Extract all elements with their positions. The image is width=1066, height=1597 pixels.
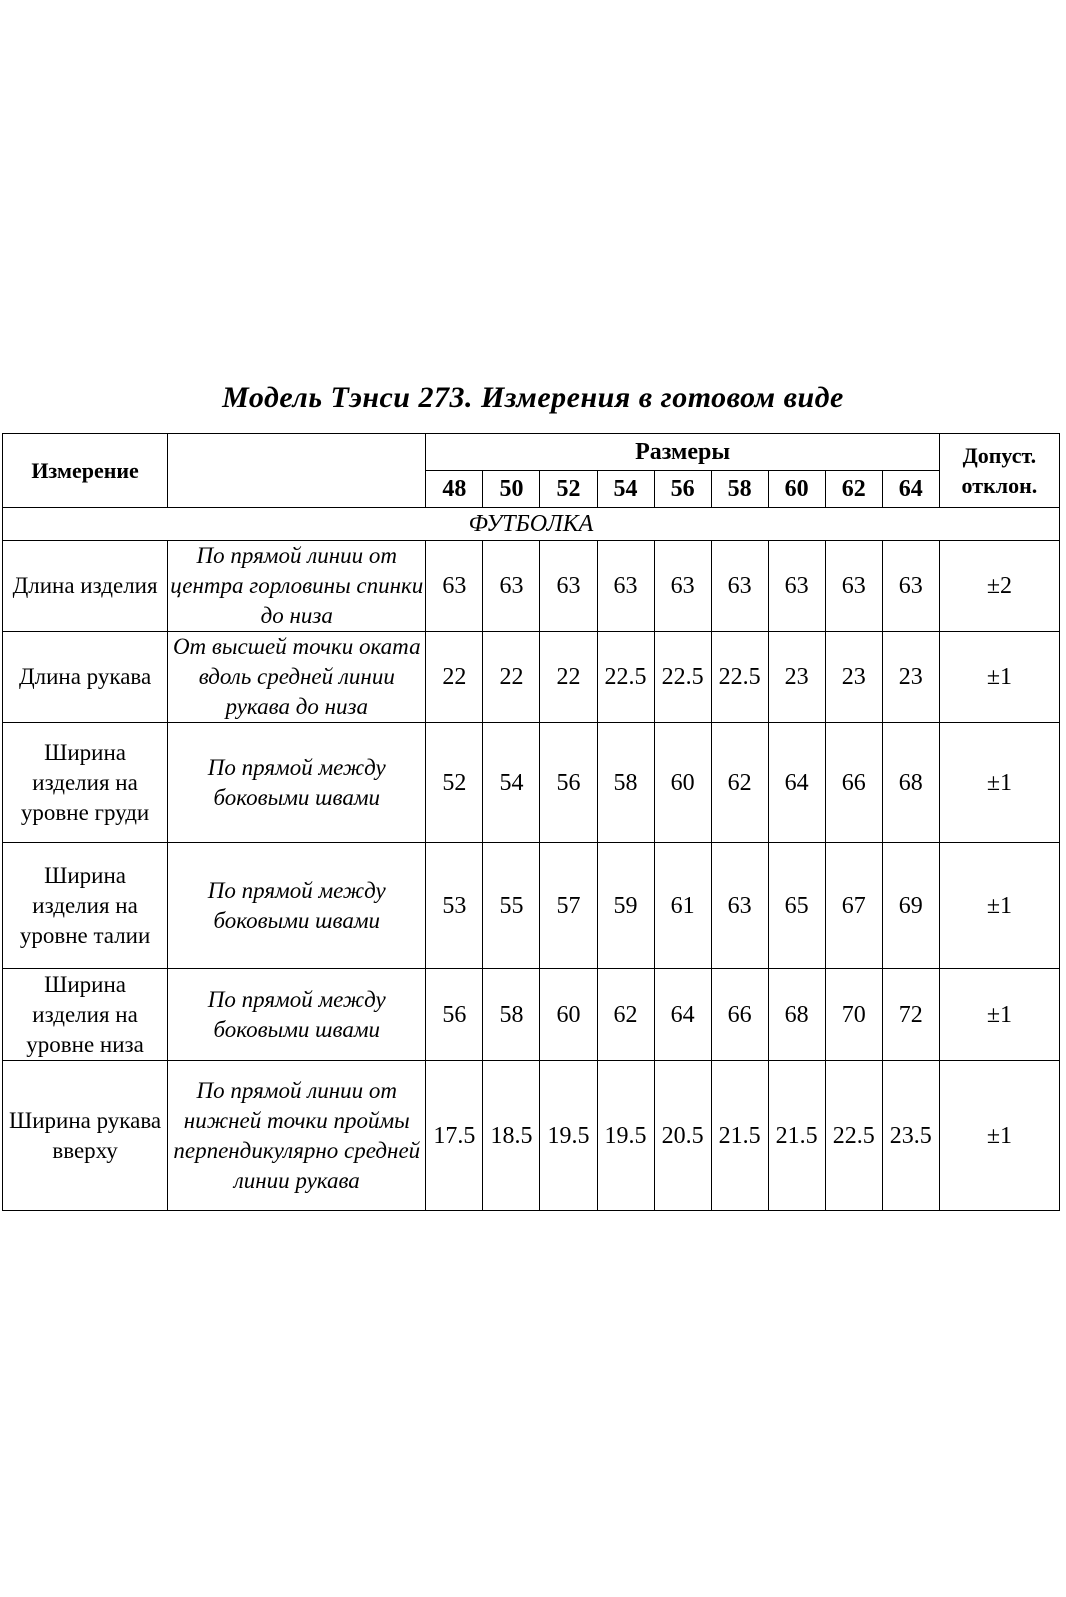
- size-header: 56: [654, 471, 711, 508]
- size-value: 52: [426, 723, 483, 843]
- size-value: 66: [825, 723, 882, 843]
- size-value: 56: [426, 969, 483, 1061]
- row-description: По прямой между боковыми швами: [168, 843, 426, 969]
- table-row: [3, 969, 1060, 1061]
- size-value: 64: [654, 969, 711, 1061]
- size-value: 21.5: [768, 1061, 825, 1211]
- table-row: [3, 723, 1060, 843]
- size-value: 58: [483, 969, 540, 1061]
- size-value: 56: [540, 723, 597, 843]
- page-title: Модель Тэнси 273. Измерения в готовом виде: [222, 381, 844, 414]
- tolerance-value: ±2: [939, 541, 1059, 632]
- row-name: Длина рукава: [3, 632, 168, 723]
- size-value: 63: [711, 843, 768, 969]
- size-value: 63: [483, 541, 540, 632]
- size-header: 50: [483, 471, 540, 508]
- size-value: 61: [654, 843, 711, 969]
- size-header: 58: [711, 471, 768, 508]
- row-description: От высшей точки оката вдоль средней линии рукава до низа: [168, 632, 426, 723]
- row-name: Длина изделия: [3, 541, 168, 632]
- size-value: 63: [654, 541, 711, 632]
- tolerance-value: ±1: [939, 969, 1059, 1061]
- size-value: 68: [882, 723, 939, 843]
- row-name: Ширина рукава вверху: [3, 1061, 168, 1211]
- size-header: 60: [768, 471, 825, 508]
- size-value: 22.5: [597, 632, 654, 723]
- size-value: 54: [483, 723, 540, 843]
- size-header: 52: [540, 471, 597, 508]
- section-title: ФУТБОЛКА: [3, 508, 1060, 541]
- row-name: Ширина изделия на уровне груди: [3, 723, 168, 843]
- header-sizes: Размеры: [426, 434, 939, 471]
- size-value: 57: [540, 843, 597, 969]
- section-row: [3, 508, 1060, 541]
- size-value: 17.5: [426, 1061, 483, 1211]
- row-name: Ширина изделия на уровне низа: [3, 969, 168, 1061]
- size-header: 54: [597, 471, 654, 508]
- size-value: 63: [768, 541, 825, 632]
- size-value: 22.5: [825, 1061, 882, 1211]
- size-value: 66: [711, 969, 768, 1061]
- size-value: 23.5: [882, 1061, 939, 1211]
- size-value: 63: [882, 541, 939, 632]
- row-description: По прямой линии от центра горловины спинки до низа: [168, 541, 426, 632]
- size-value: 22: [540, 632, 597, 723]
- size-value: 60: [540, 969, 597, 1061]
- size-value: 22: [483, 632, 540, 723]
- size-value: 18.5: [483, 1061, 540, 1211]
- size-value: 62: [711, 723, 768, 843]
- size-value: 23: [882, 632, 939, 723]
- tolerance-value: ±1: [939, 632, 1059, 723]
- size-value: 22.5: [654, 632, 711, 723]
- table-row: [3, 541, 1060, 632]
- size-value: 65: [768, 843, 825, 969]
- header-measurement: Измерение: [3, 434, 168, 508]
- table-row: [3, 632, 1060, 723]
- size-value: 55: [483, 843, 540, 969]
- size-value: 58: [597, 723, 654, 843]
- table-row: [3, 1061, 1060, 1211]
- size-value: 69: [882, 843, 939, 969]
- table-row: [3, 843, 1060, 969]
- row-description: По прямой между боковыми швами: [168, 969, 426, 1061]
- row-name: Ширина изделия на уровне талии: [3, 843, 168, 969]
- size-value: 19.5: [597, 1061, 654, 1211]
- size-value: 68: [768, 969, 825, 1061]
- size-value: 63: [426, 541, 483, 632]
- row-description: По прямой между боковыми швами: [168, 723, 426, 843]
- size-value: 67: [825, 843, 882, 969]
- size-value: 63: [540, 541, 597, 632]
- size-value: 63: [825, 541, 882, 632]
- size-header: 64: [882, 471, 939, 508]
- header-description: [168, 434, 426, 508]
- size-value: 21.5: [711, 1061, 768, 1211]
- size-value: 23: [825, 632, 882, 723]
- tolerance-value: ±1: [939, 723, 1059, 843]
- size-header: 48: [426, 471, 483, 508]
- size-value: 62: [597, 969, 654, 1061]
- size-value: 59: [597, 843, 654, 969]
- size-header: 62: [825, 471, 882, 508]
- size-value: 72: [882, 969, 939, 1061]
- size-chart-table: [2, 433, 1060, 1211]
- row-description: По прямой линии от нижней точки проймы перпендикулярно средней линии рукава: [168, 1061, 426, 1211]
- size-value: 22.5: [711, 632, 768, 723]
- size-value: 70: [825, 969, 882, 1061]
- size-value: 63: [597, 541, 654, 632]
- size-value: 60: [654, 723, 711, 843]
- size-value: 53: [426, 843, 483, 969]
- size-value: 23: [768, 632, 825, 723]
- size-value: 64: [768, 723, 825, 843]
- tolerance-value: ±1: [939, 1061, 1059, 1211]
- header-tolerance: Допуст. отклон.: [939, 434, 1059, 508]
- tolerance-value: ±1: [939, 843, 1059, 969]
- size-value: 19.5: [540, 1061, 597, 1211]
- size-value: 22: [426, 632, 483, 723]
- size-value: 63: [711, 541, 768, 632]
- size-value: 20.5: [654, 1061, 711, 1211]
